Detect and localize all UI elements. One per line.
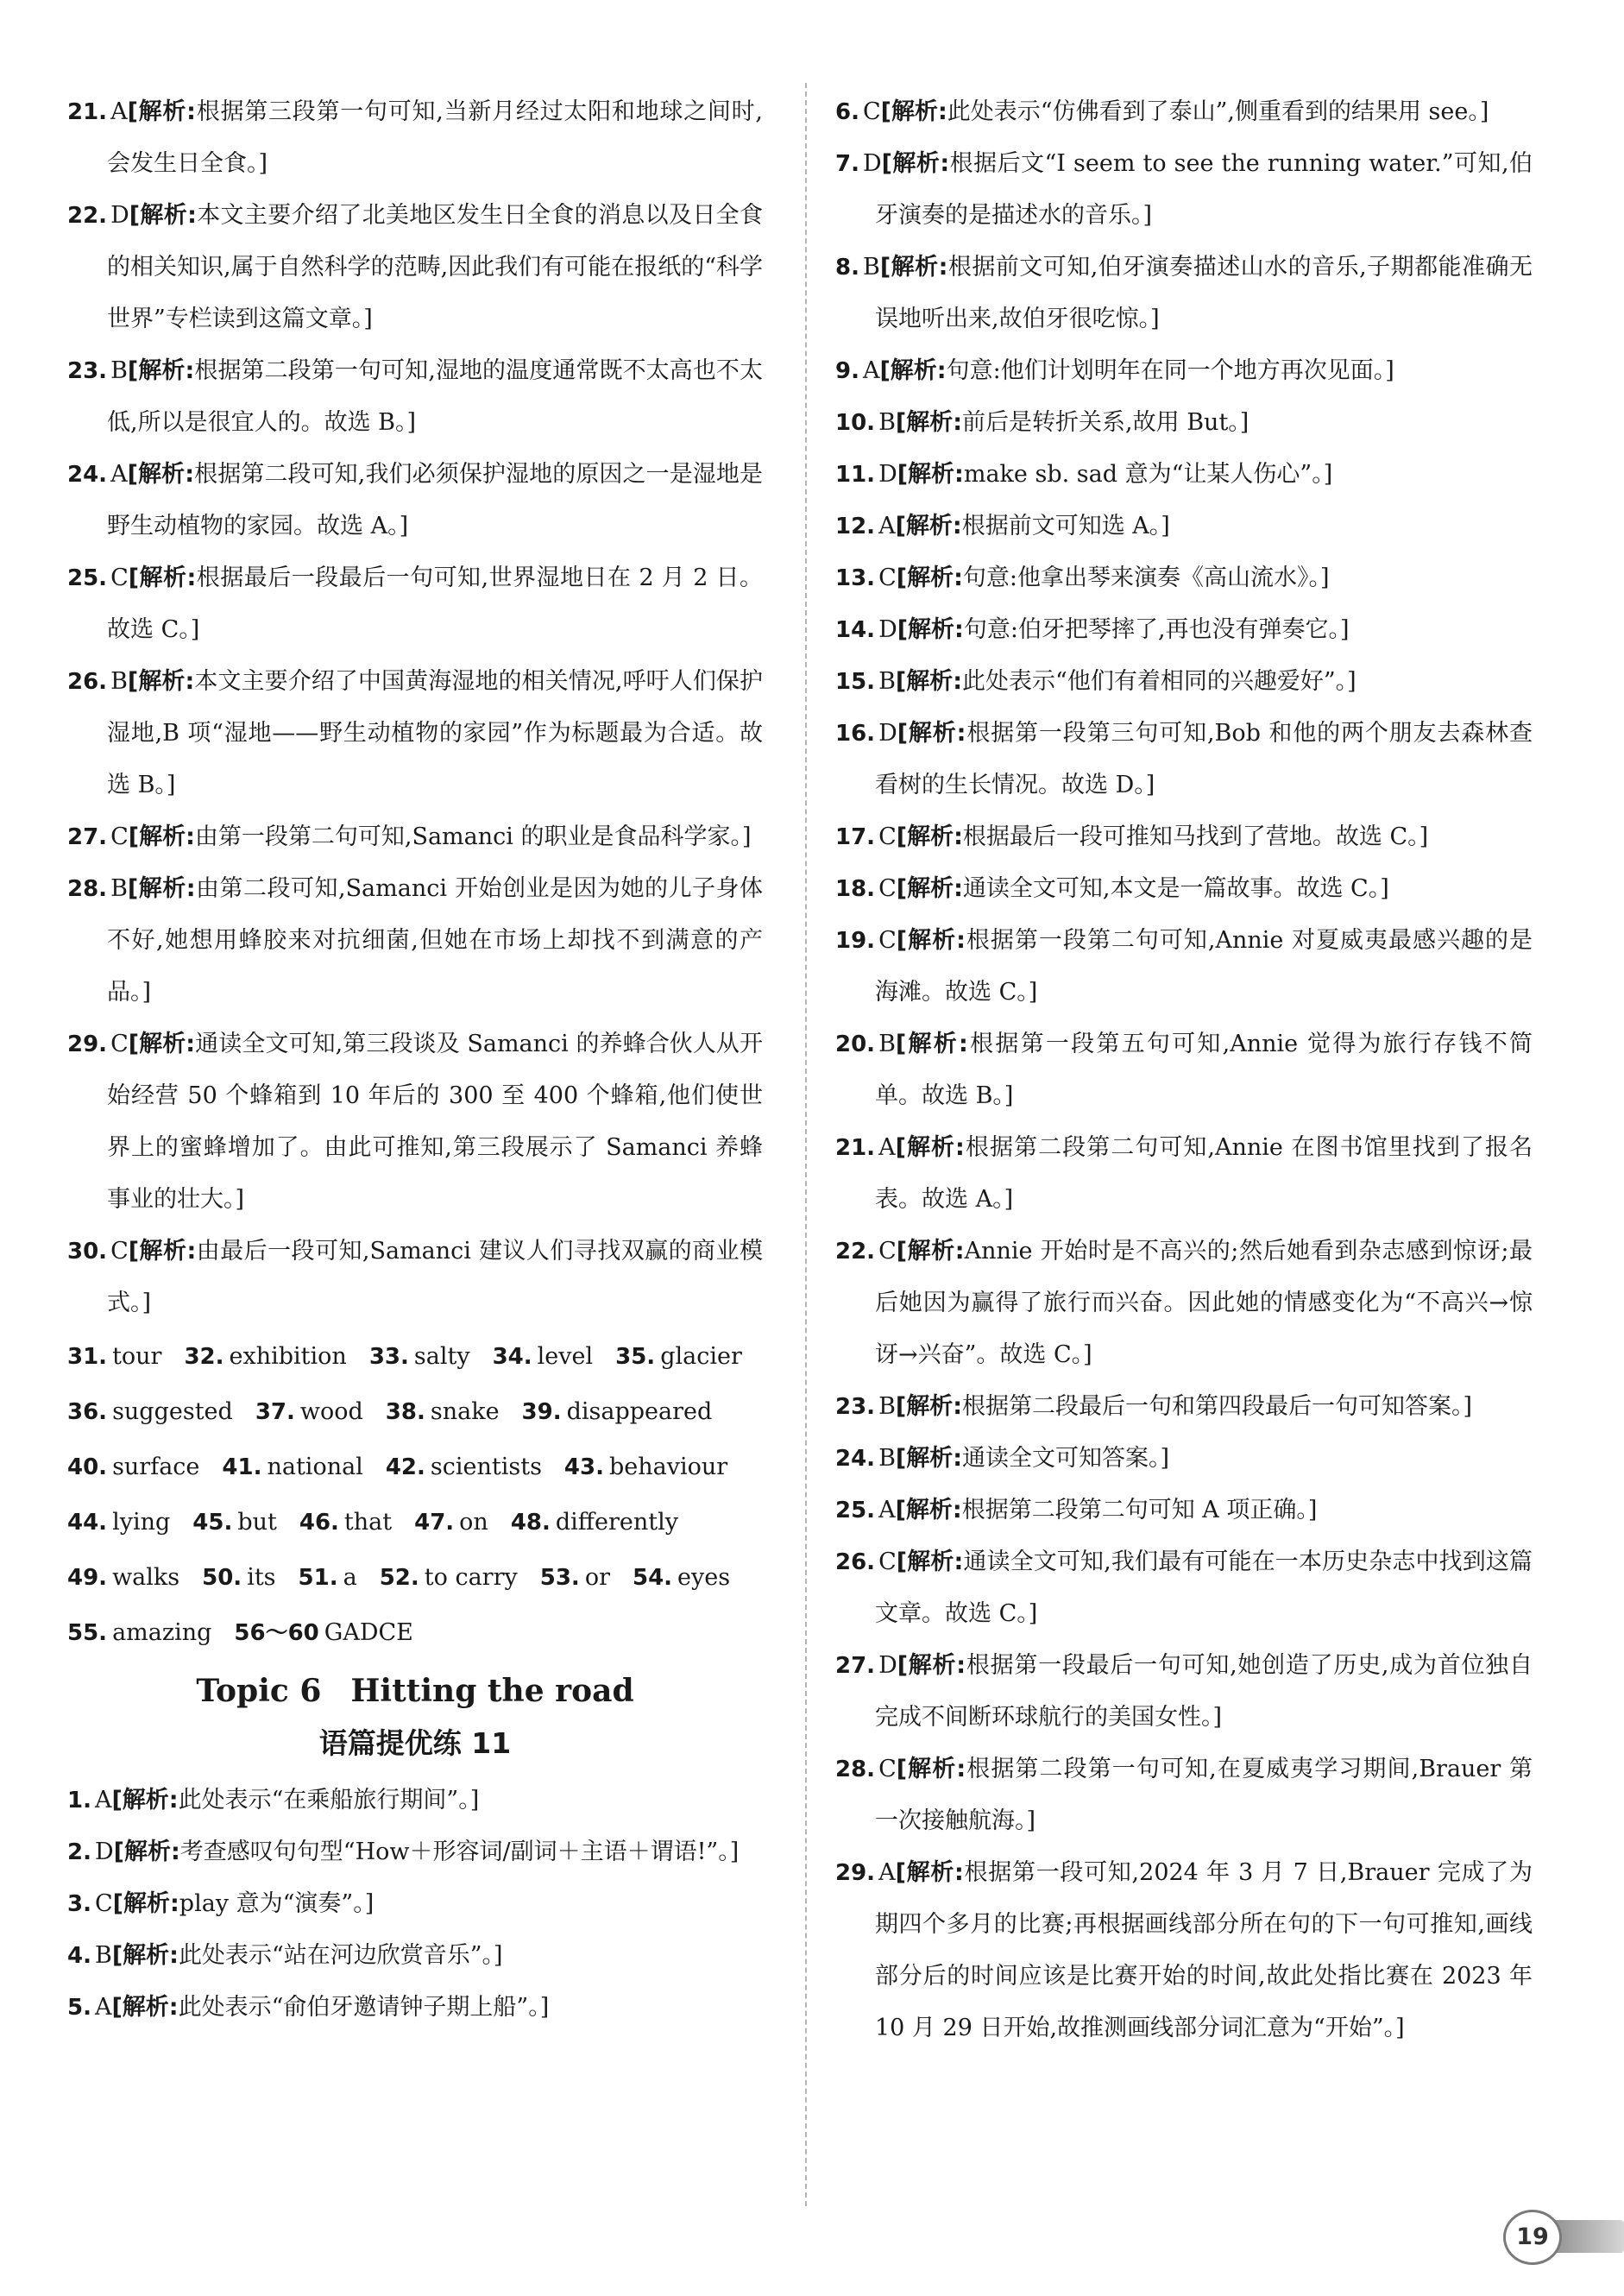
answer-letter: A xyxy=(878,513,896,539)
word-answer xyxy=(564,1454,727,1480)
word-answer xyxy=(380,1564,518,1591)
answer-letter: D xyxy=(110,202,129,229)
answer-entry xyxy=(835,1744,1533,1847)
word-answer xyxy=(67,1398,233,1425)
analysis-text: 根据最后一段可推知马找到了营地。故选 C。] xyxy=(962,823,1429,850)
answer-entry xyxy=(835,552,1533,604)
question-number: 18. xyxy=(835,876,876,902)
answer-letter: A xyxy=(110,461,128,488)
answer-entry xyxy=(67,1930,763,1982)
analysis-text: 根据第一段最后一句可知,她创造了历史,成为首位独自完成不间断环球航行的美国女性。] xyxy=(875,1652,1533,1731)
word-answer xyxy=(522,1398,713,1425)
answer-entry xyxy=(67,449,763,552)
question-number: 47. xyxy=(414,1510,455,1536)
analysis-label: [解析: xyxy=(896,565,963,591)
answer-entry xyxy=(835,1485,1533,1536)
question-number: 27. xyxy=(67,824,108,850)
question-number: 45. xyxy=(192,1510,233,1536)
question-number: 33. xyxy=(368,1344,409,1370)
word-answer xyxy=(67,1343,161,1370)
analysis-label: [解析: xyxy=(111,1942,179,1969)
analysis-label: [解析: xyxy=(881,150,950,177)
answer-entry xyxy=(835,1122,1533,1226)
answer-letter: B xyxy=(110,668,128,695)
answer-entry xyxy=(67,345,763,449)
analysis-label: [解析: xyxy=(111,1994,179,2021)
answer-letter: A xyxy=(94,1787,112,1813)
right-answer-list xyxy=(835,86,1533,2054)
word-answer xyxy=(386,1398,500,1425)
word-answer xyxy=(67,1509,170,1536)
answer-word: surface xyxy=(112,1454,200,1480)
answer-letter: B xyxy=(110,357,128,384)
question-number: 36. xyxy=(67,1399,108,1425)
word-answer xyxy=(386,1454,542,1480)
analysis-label: [解析: xyxy=(895,1393,963,1420)
question-number: 31. xyxy=(67,1344,108,1370)
question-number: 28. xyxy=(67,876,108,902)
answer-letter: A xyxy=(878,1859,896,1886)
analysis-text: 根据第一段可知,2024 年 3 月 7 日,Brauer 完成了为期四个多月的比赛;再根据画线部分所在句的下一句可推知,画线部分后的时间应该是比赛开始的时间,故此处指比赛在 2023 年 10 月 29 日开始,故推测画线部分词汇意为“开始”。] xyxy=(875,1859,1533,2041)
analysis-text: 通读全文可知,本文是一篇故事。故选 C。] xyxy=(962,875,1389,902)
question-number: 54. xyxy=(632,1565,673,1591)
word-answer xyxy=(255,1398,363,1425)
analysis-label: [解析: xyxy=(897,720,966,747)
question-number: 23. xyxy=(67,358,108,384)
answer-letter: C xyxy=(878,565,897,591)
analysis-label: [解析: xyxy=(879,357,947,384)
analysis-label: [解析: xyxy=(895,668,963,695)
question-number: 48. xyxy=(510,1510,551,1536)
answer-entry xyxy=(67,1982,763,2034)
page-number: 19 xyxy=(1503,2210,1562,2265)
question-number: 56～60 xyxy=(234,1620,319,1646)
analysis-text: 根据第二段可知,我们必须保护湿地的原因之一是湿地是野生动植物的家园。故选 A。] xyxy=(107,461,763,539)
analysis-text: 根据第一段第三句可知,Bob 和他的两个朋友去森林查看树的生长情况。故选 D。] xyxy=(875,720,1533,798)
word-answer xyxy=(299,1564,357,1591)
analysis-label: [解析: xyxy=(897,461,964,488)
question-number: 26. xyxy=(67,669,108,695)
word-answer xyxy=(184,1343,346,1370)
answer-entry xyxy=(835,501,1533,552)
answer-entry xyxy=(835,915,1533,1019)
analysis-label: [解析: xyxy=(128,565,197,591)
answer-word: but xyxy=(237,1509,277,1536)
question-number: 1. xyxy=(67,1788,91,1813)
answer-letter: C xyxy=(878,823,897,850)
answer-word: scientists xyxy=(430,1454,542,1480)
analysis-text: 此处表示“他们有着相同的兴趣爱好”。] xyxy=(962,668,1356,695)
word-answer xyxy=(540,1564,610,1591)
analysis-label: [解析: xyxy=(128,1238,197,1265)
question-number: 41. xyxy=(222,1454,262,1480)
analysis-label: [解析: xyxy=(896,823,963,850)
question-number: 21. xyxy=(835,1135,876,1161)
analysis-label: [解析: xyxy=(896,1549,964,1575)
answer-entry xyxy=(835,1536,1533,1640)
question-number: 7. xyxy=(835,151,859,177)
analysis-text: 根据第二段最后一句和第四段最后一句可知答案。] xyxy=(962,1393,1473,1420)
answer-letter: B xyxy=(94,1942,112,1969)
answer-word: national xyxy=(267,1454,363,1480)
analysis-text: Annie 开始时是不高兴的;然后她看到杂志感到惊讶;最后她因为赢得了旅行而兴奋。因此她的情感变化为“不高兴→惊讶→兴奋”。故选 C。] xyxy=(875,1238,1533,1368)
answer-entry xyxy=(67,656,763,811)
analysis-text: 根据前文可知,伯牙演奏描述山水的音乐,子期都能准确无误地听出来,故伯牙很吃惊。] xyxy=(875,254,1533,332)
answer-letter: D xyxy=(94,1839,114,1865)
answer-letter: A xyxy=(878,1134,896,1161)
answer-letter: B xyxy=(878,668,896,695)
question-number: 27. xyxy=(835,1653,876,1679)
answer-letter: C xyxy=(110,1031,129,1057)
analysis-label: [解析: xyxy=(896,875,963,902)
answer-letter: B xyxy=(110,875,128,902)
answer-entry xyxy=(67,811,763,863)
answer-entry xyxy=(835,1381,1533,1433)
answer-entry xyxy=(67,552,763,656)
analysis-label: [解析: xyxy=(895,1134,965,1161)
answer-letter: C xyxy=(94,1890,113,1917)
analysis-text: 考查感叹句句型“How＋形容词/副词＋主语＋谓语!”。] xyxy=(179,1839,740,1865)
left-answer-list-2 xyxy=(67,1775,763,2034)
answer-entry xyxy=(835,1433,1533,1485)
analysis-label: [解析: xyxy=(895,1445,963,1472)
question-number: 5. xyxy=(67,1995,91,2021)
question-number: 13. xyxy=(835,565,876,591)
analysis-label: [解析: xyxy=(896,1238,965,1265)
analysis-text: 由第二段可知,Samanci 开始创业是因为她的儿子身体不好,她想用蜂胶来对抗细菌,但她在市场上却找不到满意的产品。] xyxy=(107,875,763,1006)
word-answer xyxy=(67,1619,211,1646)
analysis-label: [解析: xyxy=(895,409,963,436)
question-number: 46. xyxy=(299,1510,339,1536)
answer-word: glacier xyxy=(660,1343,742,1370)
column-divider xyxy=(805,83,807,2206)
analysis-text: 根据第二段第一句可知,湿地的温度通常既不太高也不太低,所以是很宜人的。故选 B。] xyxy=(107,357,763,436)
question-number: 23. xyxy=(835,1394,876,1420)
question-number: 22. xyxy=(67,203,108,229)
question-number: 43. xyxy=(563,1454,604,1480)
analysis-text: 通读全文可知,第三段谈及 Samanci 的养蜂合伙人从开始经营 50 个蜂箱到 10 年后的 300 至 400 个蜂箱,他们使世界上的蜜蜂增加了。由此可推知,第三段展示了 Samanci 养蜂事业的壮大。] xyxy=(107,1031,764,1213)
answer-entry xyxy=(835,1019,1533,1122)
analysis-text: 根据第二段第一句可知,在夏威夷学习期间,Brauer 第一次接触航海。] xyxy=(875,1756,1533,1834)
word-answer xyxy=(234,1619,412,1646)
answer-letter: A xyxy=(862,357,880,384)
question-number: 28. xyxy=(835,1757,876,1782)
answer-word: exhibition xyxy=(229,1343,347,1370)
answer-word: level xyxy=(537,1343,594,1370)
answer-letter: A xyxy=(878,1497,896,1523)
analysis-text: play 意为“演奏”。] xyxy=(179,1890,375,1917)
question-number: 22. xyxy=(835,1239,876,1265)
word-answer xyxy=(414,1509,488,1536)
analysis-text: 根据最后一段最后一句可知,世界湿地日在 2 月 2 日。故选 C。] xyxy=(107,565,763,643)
analysis-label: [解析: xyxy=(127,668,195,695)
answer-entry xyxy=(67,863,763,1019)
answer-letter: C xyxy=(878,1238,897,1265)
question-number: 14. xyxy=(835,617,876,643)
word-answer xyxy=(615,1343,742,1370)
question-number: 15. xyxy=(835,669,876,695)
analysis-text: 通读全文可知,我们最有可能在一本历史杂志中找到这篇文章。故选 C。] xyxy=(875,1549,1533,1627)
topic-number: Topic 6 xyxy=(196,1673,322,1709)
question-number: 26. xyxy=(835,1549,876,1575)
word-answer xyxy=(67,1564,179,1591)
question-number: 2. xyxy=(67,1839,91,1865)
question-number: 35. xyxy=(615,1344,656,1370)
answer-letter: D xyxy=(878,461,897,488)
answer-word: snake xyxy=(430,1398,500,1425)
question-number: 6. xyxy=(835,99,859,125)
question-number: 40. xyxy=(67,1454,108,1480)
analysis-text: 由第一段第二句可知,Samanci 的职业是食品科学家。] xyxy=(194,823,752,850)
question-number: 19. xyxy=(835,928,876,954)
answer-word: that xyxy=(343,1509,393,1536)
answer-letter: B xyxy=(878,409,896,436)
answer-letter: D xyxy=(878,1652,897,1679)
question-number: 50. xyxy=(202,1565,242,1591)
question-number: 53. xyxy=(539,1565,580,1591)
answer-word: disappeared xyxy=(566,1398,713,1425)
word-answer xyxy=(511,1509,678,1536)
answer-entry xyxy=(835,863,1533,915)
word-answer xyxy=(67,1454,199,1480)
answer-word: lying xyxy=(112,1509,171,1536)
analysis-label: [解析: xyxy=(897,1652,966,1679)
question-number: 11. xyxy=(835,462,876,488)
analysis-label: [解析: xyxy=(129,202,197,229)
analysis-label: [解析: xyxy=(128,823,195,850)
answer-entry xyxy=(835,708,1533,811)
answer-entry xyxy=(835,1640,1533,1744)
word-answer-row xyxy=(67,1329,763,1385)
analysis-label: [解析: xyxy=(113,1839,180,1865)
question-number: 24. xyxy=(67,462,108,488)
answer-letter: C xyxy=(878,927,897,954)
answer-word: tour xyxy=(112,1343,162,1370)
question-number: 39. xyxy=(521,1399,562,1425)
answer-word: suggested xyxy=(112,1398,233,1425)
analysis-text: 前后是转折关系,故用 But。] xyxy=(962,409,1249,436)
word-answer-row xyxy=(67,1385,763,1440)
answer-letter: D xyxy=(878,616,897,643)
left-answer-list xyxy=(67,86,763,1329)
word-answer xyxy=(222,1454,362,1480)
answer-entry xyxy=(67,1826,763,1878)
left-column xyxy=(67,86,763,2034)
analysis-text: 根据第三段第一句可知,当新月经过太阳和地球之间时,会发生日全食。] xyxy=(107,98,763,177)
answer-word: to carry xyxy=(424,1564,518,1591)
answer-entry xyxy=(67,1226,763,1329)
answer-entry xyxy=(67,1775,763,1826)
question-number: 32. xyxy=(184,1344,224,1370)
question-number: 3. xyxy=(67,1891,91,1917)
analysis-label: [解析: xyxy=(895,1497,962,1523)
answer-entry xyxy=(835,1847,1533,2054)
answer-entry xyxy=(835,604,1533,656)
question-number: 29. xyxy=(67,1031,108,1057)
word-answer-row xyxy=(67,1440,763,1495)
answer-entry xyxy=(67,190,763,345)
question-number: 25. xyxy=(67,565,108,591)
analysis-text: 此处表示“站在河边欣赏音乐”。] xyxy=(178,1942,503,1969)
analysis-text: 句意:他们计划明年在同一个地方再次见面。] xyxy=(946,357,1394,384)
word-answer xyxy=(493,1343,594,1370)
analysis-text: 句意:他拿出琴来演奏《高山流水》。] xyxy=(962,565,1330,591)
topic-heading xyxy=(67,1664,763,1718)
analysis-text: 根据第一段第二句可知,Annie 对夏威夷最感兴趣的是海滩。故选 C。] xyxy=(875,927,1533,1006)
answer-word: or xyxy=(584,1564,610,1591)
answer-entry xyxy=(67,1878,763,1930)
answer-letter: D xyxy=(862,150,882,177)
question-number: 34. xyxy=(492,1344,532,1370)
question-number: 38. xyxy=(385,1399,425,1425)
word-answer-row xyxy=(67,1495,763,1550)
analysis-text: make sb. sad 意为“让某人伤心”。] xyxy=(963,461,1333,488)
analysis-label: [解析: xyxy=(895,1031,968,1057)
analysis-label: [解析: xyxy=(127,461,194,488)
answer-letter: A xyxy=(110,98,128,125)
analysis-label: [解析: xyxy=(879,254,948,281)
analysis-label: [解析: xyxy=(896,927,966,954)
answer-entry xyxy=(835,656,1533,708)
question-number: 29. xyxy=(835,1860,876,1886)
answer-letter: D xyxy=(878,720,897,747)
section-title: 语篇提优练 11 xyxy=(318,1726,512,1760)
word-answer-row xyxy=(67,1605,763,1661)
question-number: 24. xyxy=(835,1446,876,1472)
answer-word: eyes xyxy=(677,1564,731,1591)
question-number: 42. xyxy=(385,1454,425,1480)
fill-in-answers xyxy=(67,1329,763,1661)
answer-word: wood xyxy=(299,1398,363,1425)
answer-entry xyxy=(835,138,1533,242)
question-number: 17. xyxy=(835,824,876,850)
question-number: 10. xyxy=(835,410,876,436)
question-number: 55. xyxy=(67,1620,108,1646)
word-answer-row xyxy=(67,1550,763,1605)
analysis-text: 此处表示“俞伯牙邀请钟子期上船”。] xyxy=(178,1994,550,2021)
answer-letter: C xyxy=(878,1549,897,1575)
question-number: 12. xyxy=(835,514,876,539)
answer-entry xyxy=(835,1226,1533,1381)
analysis-label: [解析: xyxy=(111,1787,179,1813)
analysis-label: [解析: xyxy=(128,1031,196,1057)
answer-word: its xyxy=(247,1564,276,1591)
question-number: 21. xyxy=(67,99,108,125)
analysis-text: 本文主要介绍了中国黄海湿地的相关情况,呼吁人们保护湿地,B 项“湿地——野生动植物的家园”作为标题最为合适。故选 B。] xyxy=(107,668,763,798)
analysis-text: 此处表示“仿佛看到了泰山”,侧重看到的结果用 see。] xyxy=(947,98,1489,125)
answer-letter: B xyxy=(862,254,880,281)
analysis-text: 根据后文“I seem to see the running water.”可知,伯牙演奏的是描述水的音乐。] xyxy=(875,150,1533,229)
analysis-text: 根据第一段第五句可知,Annie 觉得为旅行存钱不简单。故选 B。] xyxy=(875,1031,1533,1109)
answer-entry xyxy=(835,345,1533,397)
question-number: 44. xyxy=(67,1510,108,1536)
answer-entry xyxy=(835,449,1533,501)
analysis-label: [解析: xyxy=(127,98,196,125)
answer-letter: C xyxy=(878,875,897,902)
answer-word: amazing xyxy=(112,1619,212,1646)
question-number: 25. xyxy=(835,1498,876,1523)
answer-entry xyxy=(835,242,1533,345)
question-number: 30. xyxy=(67,1239,108,1265)
answer-word: behaviour xyxy=(608,1454,728,1480)
analysis-text: 由最后一段可知,Samanci 建议人们寻找双赢的商业模式。] xyxy=(107,1238,763,1316)
analysis-label: [解析: xyxy=(127,357,195,384)
analysis-text: 通读全文可知答案。] xyxy=(962,1445,1170,1472)
answer-letter: B xyxy=(878,1393,896,1420)
topic-title: Hitting the road xyxy=(350,1673,634,1709)
question-number: 20. xyxy=(835,1031,876,1057)
analysis-label: [解析: xyxy=(127,875,196,902)
answer-word: GADCE xyxy=(324,1619,413,1646)
question-number: 8. xyxy=(835,255,859,281)
answer-letter: B xyxy=(878,1031,896,1057)
question-number: 49. xyxy=(67,1565,108,1591)
analysis-text: 根据第二段第二句可知 A 项正确。] xyxy=(961,1497,1318,1523)
word-answer xyxy=(369,1343,470,1370)
answer-word: salty xyxy=(413,1343,470,1370)
answer-entry xyxy=(835,811,1533,863)
answer-entry xyxy=(67,86,763,190)
answer-word: on xyxy=(459,1509,488,1536)
question-number: 52. xyxy=(379,1565,419,1591)
answer-letter: C xyxy=(110,823,129,850)
analysis-label: [解析: xyxy=(896,1756,966,1782)
answer-letter: C xyxy=(110,565,129,591)
word-answer xyxy=(202,1564,275,1591)
question-number: 51. xyxy=(298,1565,338,1591)
question-number: 4. xyxy=(67,1943,91,1969)
answer-letter: A xyxy=(94,1994,112,2021)
answer-entry xyxy=(67,1019,763,1226)
answer-letter: B xyxy=(878,1445,896,1472)
analysis-text: 根据前文可知选 A。] xyxy=(961,513,1170,539)
answer-word: walks xyxy=(112,1564,180,1591)
question-number: 16. xyxy=(835,721,876,747)
word-answer xyxy=(299,1509,392,1536)
word-answer xyxy=(192,1509,277,1536)
analysis-label: [解析: xyxy=(895,1859,964,1886)
analysis-text: 此处表示“在乘船旅行期间”。] xyxy=(178,1787,480,1813)
analysis-text: 根据第二段第二句可知,Annie 在图书馆里找到了报名表。故选 A。] xyxy=(875,1134,1533,1213)
analysis-text: 句意:伯牙把琴摔了,再也没有弹奏它。] xyxy=(963,616,1350,643)
word-answer xyxy=(633,1564,730,1591)
analysis-label: [解析: xyxy=(880,98,947,125)
analysis-label: [解析: xyxy=(895,513,962,539)
right-column xyxy=(835,86,1533,2054)
answer-entry xyxy=(835,86,1533,138)
analysis-label: [解析: xyxy=(112,1890,179,1917)
answer-letter: C xyxy=(110,1238,129,1265)
analysis-label: [解析: xyxy=(897,616,964,643)
answer-entry xyxy=(835,397,1533,449)
answer-word: a xyxy=(343,1564,357,1591)
answer-letter: C xyxy=(878,1756,897,1782)
answer-word: differently xyxy=(555,1509,678,1536)
answer-letter: C xyxy=(862,98,881,125)
analysis-text: 本文主要介绍了北美地区发生日全食的消息以及日全食的相关知识,属于自然科学的范畴,因此我们有可能在报纸的“科学世界”专栏读到这篇文章。] xyxy=(107,202,763,332)
question-number: 37. xyxy=(255,1399,295,1425)
question-number: 9. xyxy=(835,358,859,384)
